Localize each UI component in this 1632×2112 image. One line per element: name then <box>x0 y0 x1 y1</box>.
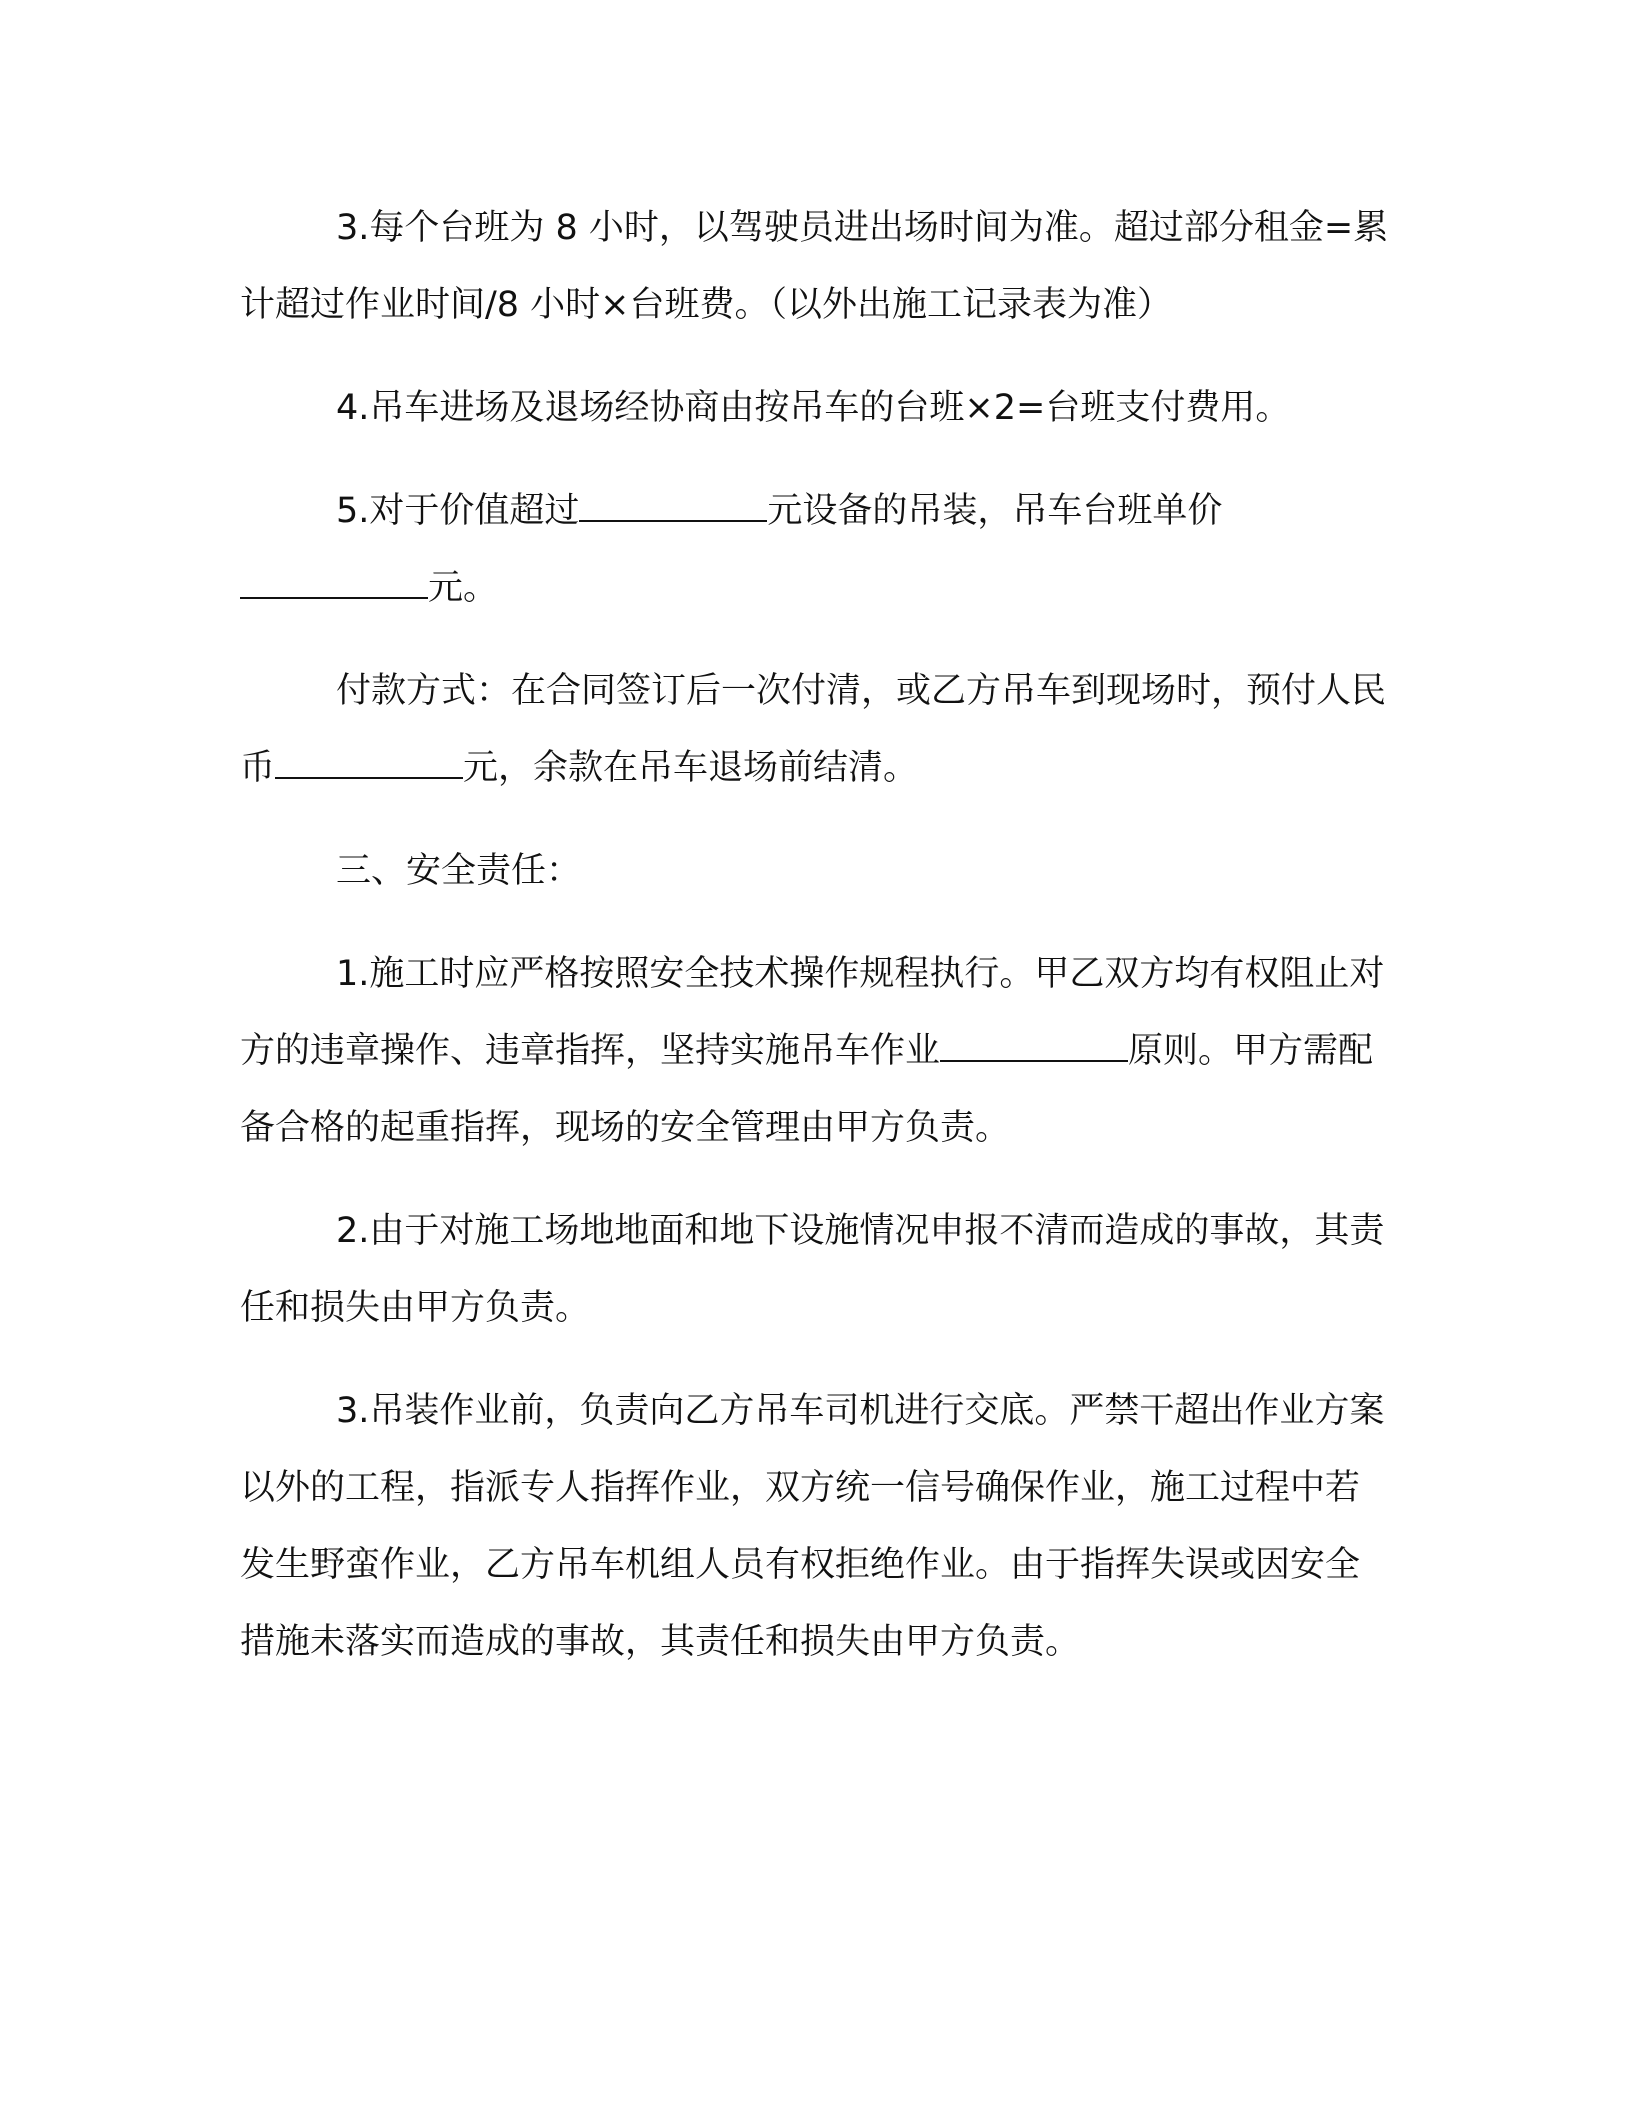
payment-method <box>240 653 1390 807</box>
rent-clause-5-text-c: 元。 <box>428 568 499 608</box>
safety-clause-1 <box>240 936 1390 1167</box>
document-body <box>240 190 1390 1707</box>
safety-clause-1-text-b: 原则。甲方需配备合格的起重指挥，现场的安全管理由甲方负责。 <box>240 1031 1374 1148</box>
safety-clause-2 <box>240 1193 1390 1347</box>
rent-clause-5-text-b: 元设备的吊装，吊车台班单价 <box>767 491 1223 531</box>
unit-price-blank[interactable] <box>240 567 428 599</box>
rent-clause-3-line1: 3.每个台班为 8 小时，以驾驶员进出场时间为准。超过部分租金 <box>336 208 1324 248</box>
operation-principle-blank[interactable] <box>940 1030 1128 1062</box>
safety-clause-3 <box>240 1373 1390 1681</box>
rent-clause-3 <box>240 190 1390 344</box>
payment-method-text-b: 元，余款在吊车退场前结清。 <box>463 748 919 788</box>
rent-clause-4-text: 4.吊车进场及退场经协商由按吊车的台班×2=台班支付费用。 <box>336 388 1291 428</box>
rent-clause-3-line2: =累计超过作业时间/8 小时×台班费。（以外出施工记录表为准） <box>240 208 1389 325</box>
rent-clause-4 <box>240 370 1390 447</box>
value-threshold-blank[interactable] <box>579 490 767 522</box>
section-heading-safety <box>240 833 1390 910</box>
rent-clause-5 <box>240 473 1390 627</box>
safety-clause-2-text: 2.由于对施工场地地面和地下设施情况申报不清而造成的事故，其责任和损失由甲方负责。 <box>240 1211 1385 1328</box>
prepayment-blank[interactable] <box>275 747 463 779</box>
section-heading-text: 三、安全责任： <box>336 851 582 891</box>
rent-clause-5-text-a: 5.对于价值超过 <box>336 491 580 531</box>
safety-clause-1-text-a: 1.施工时应严格按照安全技术操作规程执行。甲乙双方均有权阻止对方的违章操作、违章指挥，坚持实施吊车作业 <box>240 954 1385 1071</box>
payment-method-text-a: 付款方式：在合同签订后一次付清，或乙方吊车到现场时，预付人民币 <box>240 671 1387 788</box>
safety-clause-3-text: 3.吊装作业前，负责向乙方吊车司机进行交底。严禁干超出作业方案以外的工程，指派专人指挥作业，双方统一信号确保作业，施工过程中若发生野蛮作业，乙方吊车机组人员有权拒绝作业。由于指挥失误或因安全措施未落实而造成的事故，其责任和损失由甲方负责。 <box>240 1391 1385 1662</box>
